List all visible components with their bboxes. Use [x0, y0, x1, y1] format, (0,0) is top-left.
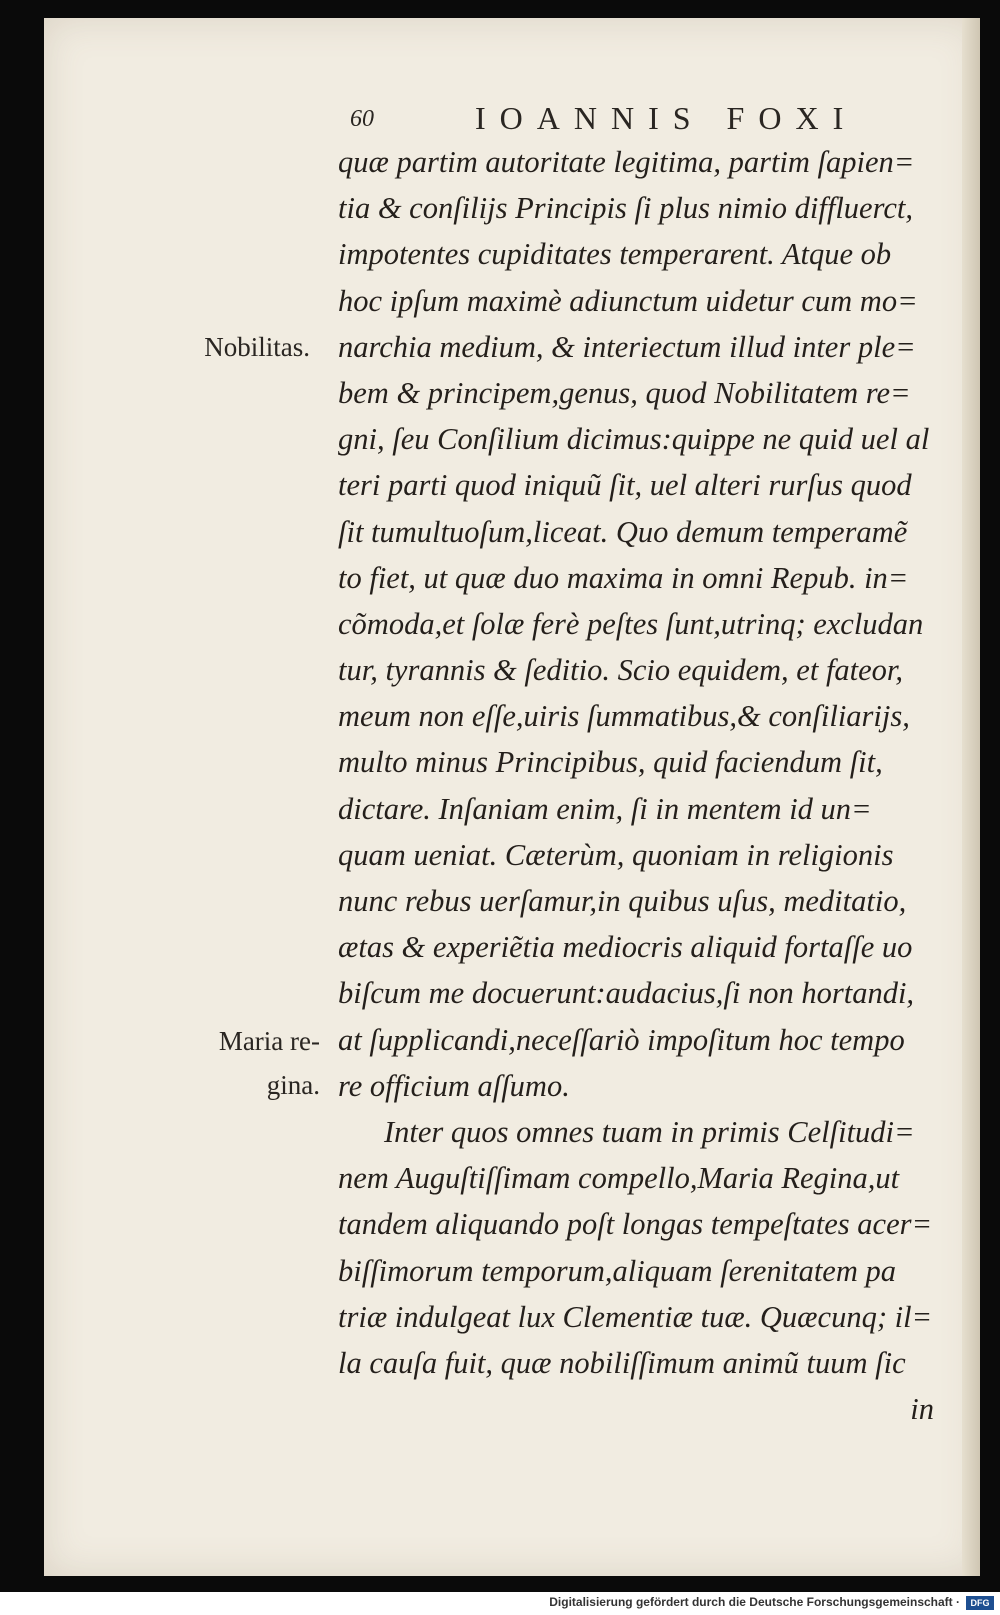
- running-head: [350, 100, 950, 140]
- text-line: triæ indulgeat lux Clementiæ tuæ. Quæcunq; il=: [338, 1299, 933, 1334]
- page-edge: [962, 18, 980, 1576]
- funding-credit: Digitalisierung gefördert durch die Deutsche Forschungsgemeinschaft ·: [549, 1595, 960, 1609]
- text-line: nem Auguſtiſſimam compello,Maria Regina,ut: [338, 1161, 900, 1196]
- text-line: ætas & experiẽtia mediocris aliquid fortaſſe uo: [338, 930, 913, 965]
- text-line: re officium aſſumo.: [338, 1068, 570, 1103]
- text-line: Inter quos omnes tuam in primis Celſitudi=: [384, 1114, 915, 1149]
- text-line: la cauſa fuit, quæ nobiliſſimum animũ tuum ſic: [338, 1345, 906, 1380]
- text-line: tandem aliquando poſt longas tempeſtates acer=: [338, 1207, 933, 1242]
- digitization-footer: [0, 1592, 1000, 1615]
- text-line: biſſimorum temporum,aliquam ſerenitatem pa: [338, 1253, 896, 1288]
- text-line: multo minus Principibus, quid faciendum ſit,: [338, 745, 883, 780]
- text-line: teri parti quod iniquũ ſit, uel alteri rurſus quod: [338, 468, 912, 503]
- text-line: quam ueniat. Cæterùm, quoniam in religionis: [338, 837, 894, 872]
- marginal-note-maria-line-1: Maria re-: [218, 1026, 320, 1056]
- text-line: quæ partim autoritate legitima, partim ſapien=: [338, 145, 915, 179]
- marginal-note-maria-line-2: gina.: [266, 1070, 320, 1100]
- text-line: dictare. Inſaniam enim, ſi in mentem id un=: [338, 791, 872, 826]
- text-line: cõmoda,et ſolæ ferè peſtes ſunt,utrinq; excludan: [338, 606, 924, 641]
- text-line: to fiet, ut quæ duo maxima in omni Repub. in=: [338, 560, 909, 595]
- running-title: IOANNIS FOXI: [475, 100, 858, 136]
- text-line: impotentes cupiditates temperarent. Atque ob: [338, 237, 892, 272]
- text-line: bem & principem,genus, quod Nobilitatem re=: [338, 375, 911, 410]
- text-line: tia & conſilijs Principis ſi plus nimio diffluerct,: [338, 191, 913, 226]
- text-line: biſcum me docuerunt:audacius,ſi non hortandi,: [338, 976, 915, 1011]
- text-line: narchia medium, & interiectum illud inter ple=: [338, 329, 916, 364]
- dfg-logo: DFG: [966, 1596, 994, 1610]
- text-line: at ſupplicandi,neceſſariò impoſitum hoc tempo: [338, 1022, 905, 1057]
- text-line: tur, tyrannis & ſeditio. Scio equidem, et fateor,: [338, 653, 904, 688]
- text-line: hoc ipſum maximè adiunctum uidetur cum mo=: [338, 283, 918, 318]
- marginal-note-nobilitas: Nobilitas.: [204, 332, 310, 362]
- text-line: gni, ſeu Conſilium dicimus:quippe ne quid uel al: [338, 422, 930, 457]
- body-text-block: [338, 139, 948, 1432]
- text-line: meum non eſſe,uiris ſummatibus,& conſiliarijs,: [338, 699, 910, 734]
- page-number: 60: [350, 106, 374, 132]
- catchword: in: [910, 1392, 934, 1427]
- text-line: ſit tumultuoſum,liceat. Quo demum temperamẽ: [338, 514, 908, 549]
- text-line: nunc rebus uerſamur,in quibus uſus, meditatio,: [338, 884, 907, 918]
